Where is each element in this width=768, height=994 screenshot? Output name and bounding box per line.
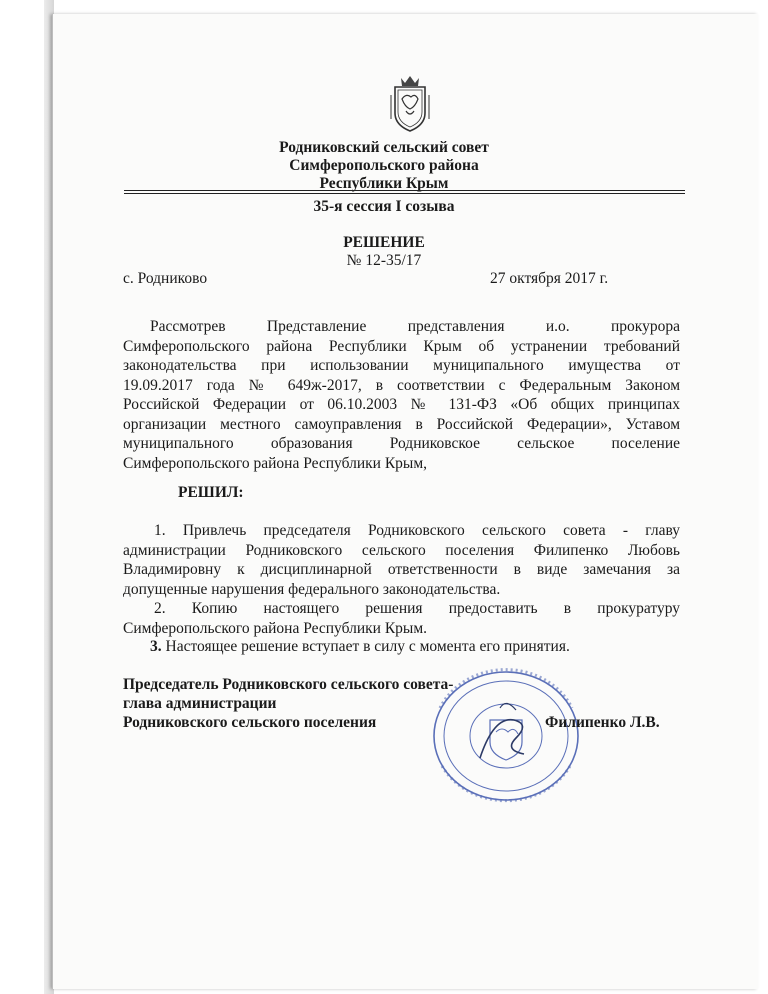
official-seal-stamp (430, 668, 582, 803)
signatory-title-line-2: глава администрации (123, 695, 277, 712)
decision-number: № 12-35/17 (346, 252, 422, 269)
preamble-line: Симферопольского района Республики Крым, (123, 454, 428, 472)
session-label: 35-я сессия I созыва (313, 198, 455, 215)
item-1 (123, 521, 680, 599)
header-rule-thin (124, 193, 685, 194)
item-2-line: 2. Копию настоящего решения предоставить в прокуратуру (154, 600, 680, 617)
item-1-line: администрации Родниковского сельского поселения Филипенко Любовь (123, 541, 680, 559)
signatory-name: Филипенко Л.В. (545, 714, 660, 731)
republic-name: Республики Крым (319, 175, 449, 192)
preamble-line: законодательства при использовании муниципального имущества от (123, 357, 680, 374)
decision-date: 27 октября 2017 г. (490, 270, 609, 287)
item-2 (123, 599, 680, 638)
header-rule (124, 190, 685, 191)
preamble-line: муниципального образования Родниковское сельское поселение (123, 435, 680, 452)
signatory-title-line-1: Председатель Родниковского сельского совета- (123, 676, 454, 693)
preamble-line: Российской Федерации от 06.10.2003 № 131-ФЗ «Об общих принципах (123, 396, 680, 413)
signatory-title-line-3: Родниковского сельского поселения (123, 714, 377, 731)
item-3-text: Настоящее решение вступает в силу с момента его принятия. (161, 638, 570, 655)
district-name: Симферопольского района (289, 157, 479, 174)
item-1-line: 1. Привлечь председателя Родниковского сельского совета - главу (154, 522, 680, 539)
item-3-number: 3. (150, 638, 162, 655)
council-name: Родниковский сельский совет (279, 139, 489, 156)
decision-title: РЕШЕНИЕ (343, 234, 425, 251)
item-3 (150, 638, 570, 656)
crimea-coat-of-arms-icon (387, 73, 433, 133)
decision-place: с. Родниково (123, 270, 208, 287)
item-1-line: Владимировну к дисциплинарной ответственности в виде замечания за (123, 561, 680, 578)
preamble-paragraph (123, 317, 680, 473)
preamble-line: 19.09.2017 года № 649ж-2017, в соответствии с Федеральным Законом (123, 376, 680, 394)
preamble-line: Рассмотрев Представление представления и.о. прокурора (150, 318, 680, 335)
preamble-line: организации местного самоуправления в Российской Федерации», Уставом (123, 415, 680, 433)
item-1-line: допущенные нарушения федерального законодательства. (123, 580, 501, 598)
resolved-label: РЕШИЛ: (178, 484, 244, 501)
preamble-line: Симферопольского района Республики Крым об устранении требований (123, 337, 680, 355)
item-2-line: Симферопольского района Республики Крым. (123, 619, 428, 637)
